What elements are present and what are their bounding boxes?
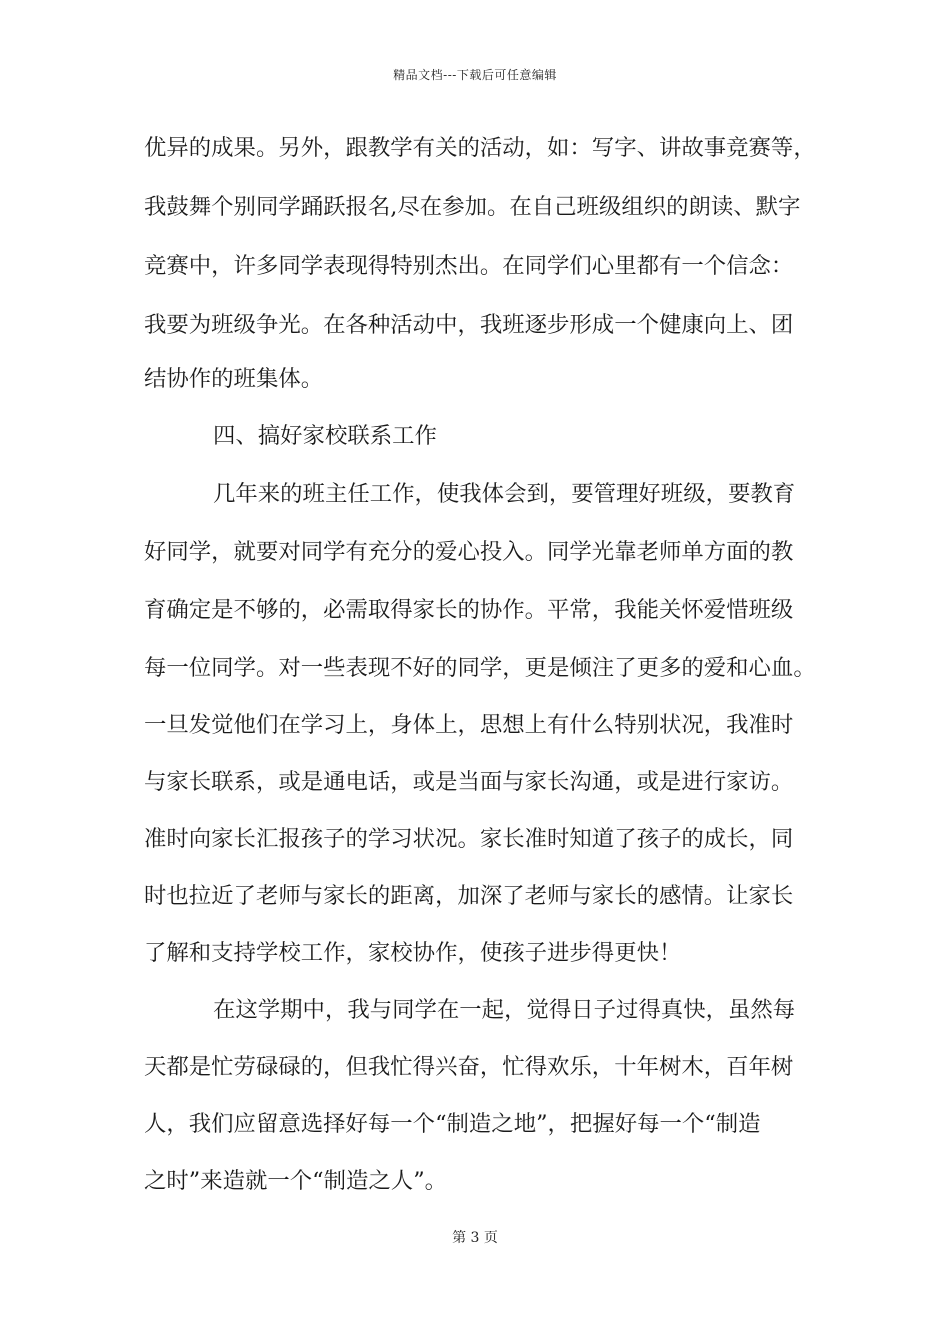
paragraph-line: 人，我们应留意选择好每一个“制造之地”，把握好每一个“制造 <box>144 1111 761 1137</box>
page-header: 精品文档---下载后可任意编辑 <box>393 68 557 82</box>
paragraph-line: 育确定是不够的，必需取得家长的协作。平常，我能关怀爱惜班级 <box>144 597 794 623</box>
paragraph-line: 时也拉近了老师与家长的距离，加深了老师与家长的感情。让家长 <box>144 883 794 909</box>
paragraph-line: 天都是忙劳碌碌的，但我忙得兴奋，忙得欢乐，十年树木，百年树 <box>144 1054 794 1080</box>
paragraph-line: 准时向家长汇报孩子的学习状况。家长准时知道了孩子的成长，同 <box>144 826 794 852</box>
paragraph-line: 之时”来造就一个“制造之人”。 <box>144 1168 448 1194</box>
paragraph-line: 我鼓舞个别同学踊跃报名,尽在参加。在自己班级组织的朗读、默字 <box>144 194 801 220</box>
paragraph-line: 结协作的班集体。 <box>144 366 324 392</box>
paragraph-line: 在这学期中，我与同学在一起，觉得日子过得真快，虽然每 <box>213 997 796 1023</box>
paragraph-line: 优异的成果。另外，跟教学有关的活动，如：写字、讲故事竞赛等， <box>144 135 816 161</box>
paragraph-line: 每一位同学。对一些表现不好的同学，更是倾注了更多的爱和心血。 <box>144 655 816 681</box>
paragraph-line: 竞赛中，许多同学表现得特别杰出。在同学们心里都有一个信念： <box>144 253 794 279</box>
page-number: 第 3 页 <box>452 1230 498 1246</box>
paragraph-line: 一旦发觉他们在学习上，身体上，思想上有什么特别状况，我准时 <box>144 712 794 738</box>
paragraph-line: 好同学，就要对同学有充分的爱心投入。同学光靠老师单方面的教 <box>144 539 794 565</box>
paragraph-line: 几年来的班主任工作，使我体会到，要管理好班级，要教育 <box>213 481 796 507</box>
section-heading: 四、搞好家校联系工作 <box>213 423 437 449</box>
paragraph-line: 了解和支持学校工作，家校协作，使孩子进步得更快！ <box>144 940 682 966</box>
paragraph-line: 与家长联系，或是通电话，或是当面与家长沟通，或是进行家访。 <box>144 769 794 795</box>
paragraph-line: 我要为班级争光。在各种活动中，我班逐步形成一个健康向上、团 <box>144 312 794 338</box>
